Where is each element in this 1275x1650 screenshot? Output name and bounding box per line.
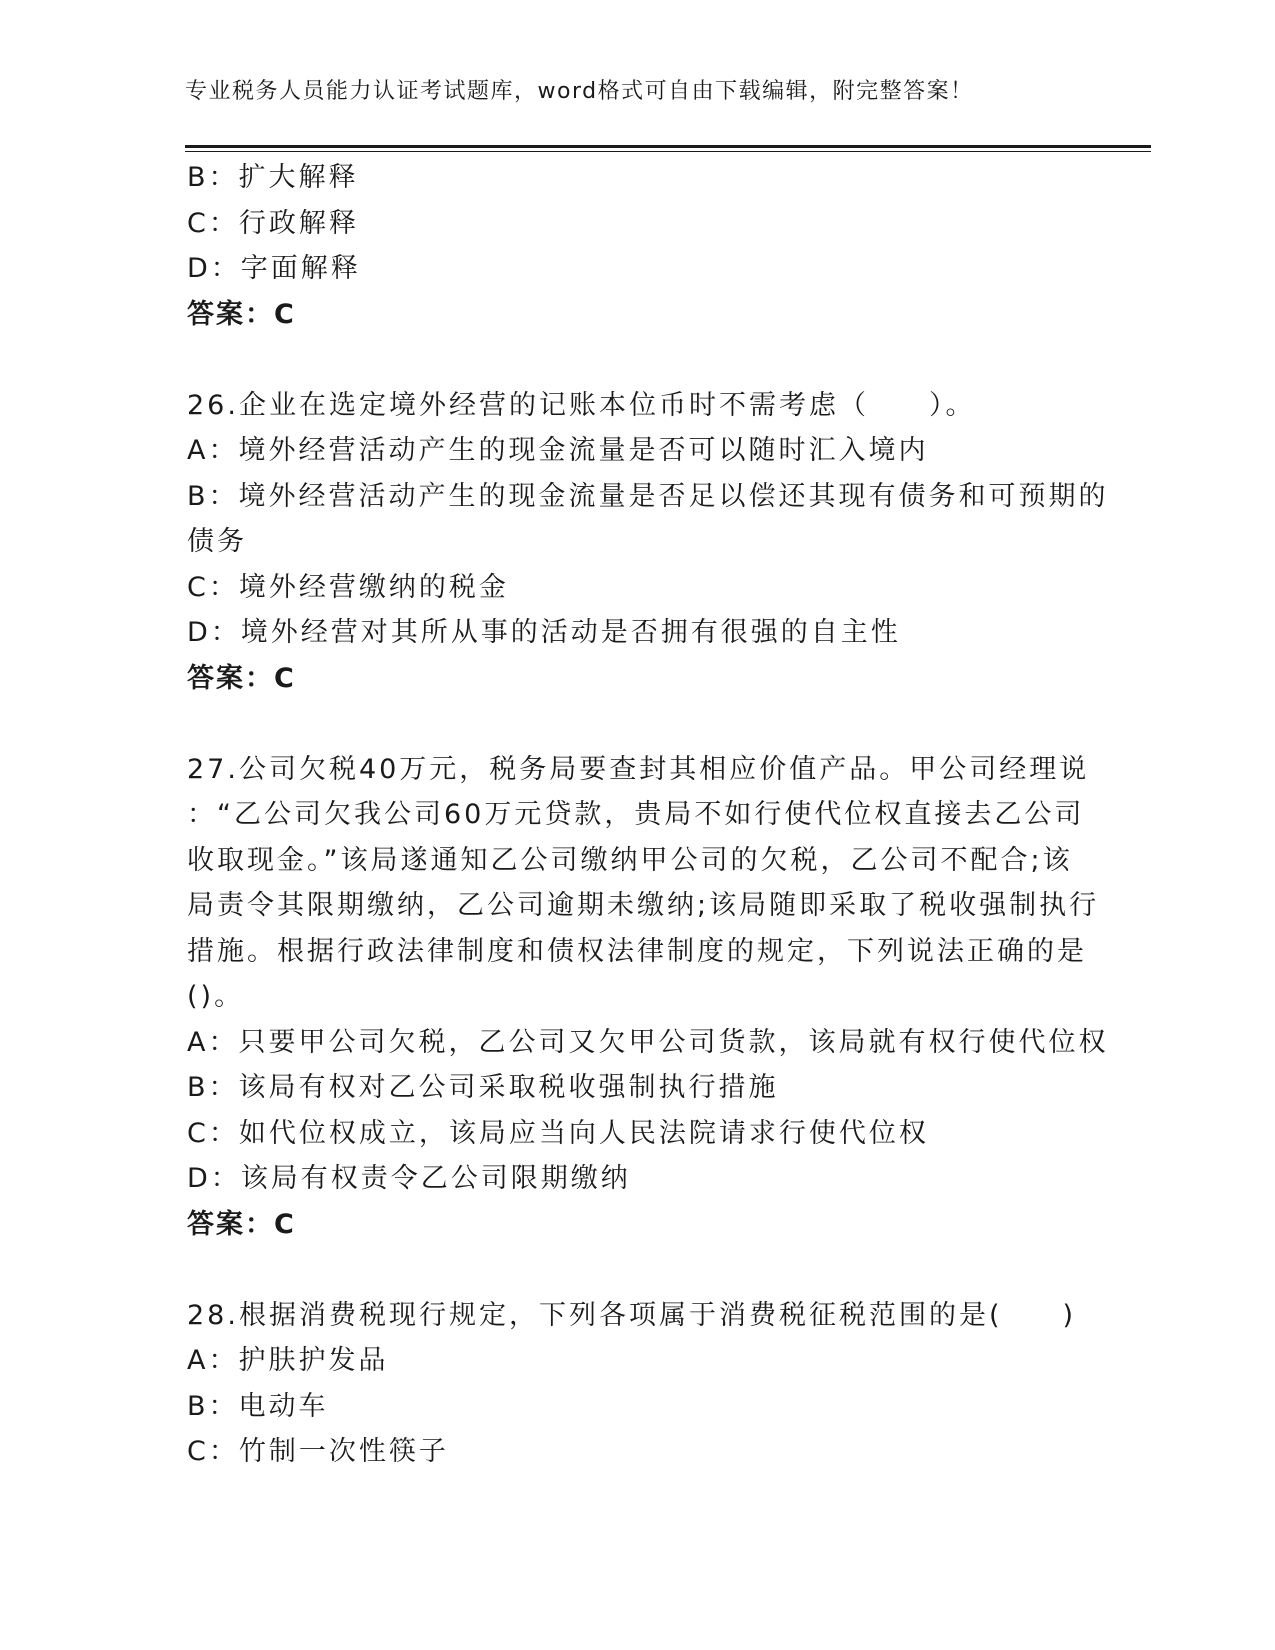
- spacer: [187, 337, 1087, 383]
- document-body: [187, 155, 1109, 1475]
- option-b: B：扩大解释: [187, 162, 359, 193]
- option-a: A：护肤护发品: [187, 1345, 389, 1376]
- option-c: C：竹制一次性筷子: [187, 1436, 449, 1467]
- spacer: [187, 1247, 1087, 1293]
- header-rule-thick: [185, 145, 1151, 148]
- option-c: C：行政解释: [187, 207, 359, 239]
- question-27: [187, 747, 1109, 1248]
- question-stem-line-3: 收取现金。”该局遂通知乙公司缴纳甲公司的欠税，乙公司不配合;该: [187, 844, 1073, 876]
- question-stem-line-2: ：“乙公司欠我公司60万元贷款，贵局不如行使代位权直接去乙公司: [187, 799, 1085, 830]
- option-d: D：境外经营对其所从事的活动是否拥有很强的自主性: [187, 617, 901, 648]
- page-header: 专业税务人员能力认证考试题库，word格式可自由下载编辑，附完整答案！: [185, 79, 974, 104]
- spacer: [187, 701, 1087, 747]
- header-rule-thin: [185, 151, 1151, 152]
- option-b: B：电动车: [187, 1390, 329, 1422]
- question-stem-line-6: ()。: [187, 981, 245, 1012]
- option-a: A：境外经营活动产生的现金流量是否可以随时汇入境内: [187, 435, 929, 466]
- question-25: [187, 155, 1087, 337]
- option-b: B：该局有权对乙公司采取税收强制执行措施: [187, 1072, 779, 1103]
- question-stem: 26.企业在选定境外经营的记账本位币时不需考虑（ ）。: [187, 389, 976, 421]
- answer: 答案：C: [187, 298, 296, 330]
- option-d: D：字面解释: [187, 253, 361, 284]
- question-26: [187, 383, 1109, 702]
- option-d: D：该局有权责令乙公司限期缴纳: [187, 1163, 631, 1194]
- question-stem-line-4: 局责令其限期缴纳，乙公司逾期未缴纳;该局随即采取了税收强制执行: [187, 890, 1100, 921]
- answer: 答案：C: [187, 1208, 296, 1240]
- option-c: C：如代位权成立，该局应当向人民法院请求行使代位权: [187, 1117, 929, 1149]
- question-stem-line-1: 27.公司欠税40万元，税务局要查封其相应价值产品。甲公司经理说: [187, 753, 1090, 785]
- option-b-line-2: 债务: [187, 526, 247, 557]
- question-stem-line-5: 措施。根据行政法律制度和债权法律制度的规定，下列说法正确的是: [187, 935, 1087, 967]
- option-c: C：境外经营缴纳的税金: [187, 571, 509, 603]
- question-28: [187, 1293, 1087, 1475]
- answer: 答案：C: [187, 662, 296, 694]
- question-stem: 28.根据消费税现行规定，下列各项属于消费税征税范围的是( ): [187, 1299, 1077, 1331]
- option-b-line-1: B：境外经营活动产生的现金流量是否足以偿还其现有债务和可预期的: [187, 480, 1109, 512]
- option-a: A：只要甲公司欠税，乙公司又欠甲公司货款，该局就有权行使代位权: [187, 1026, 1109, 1058]
